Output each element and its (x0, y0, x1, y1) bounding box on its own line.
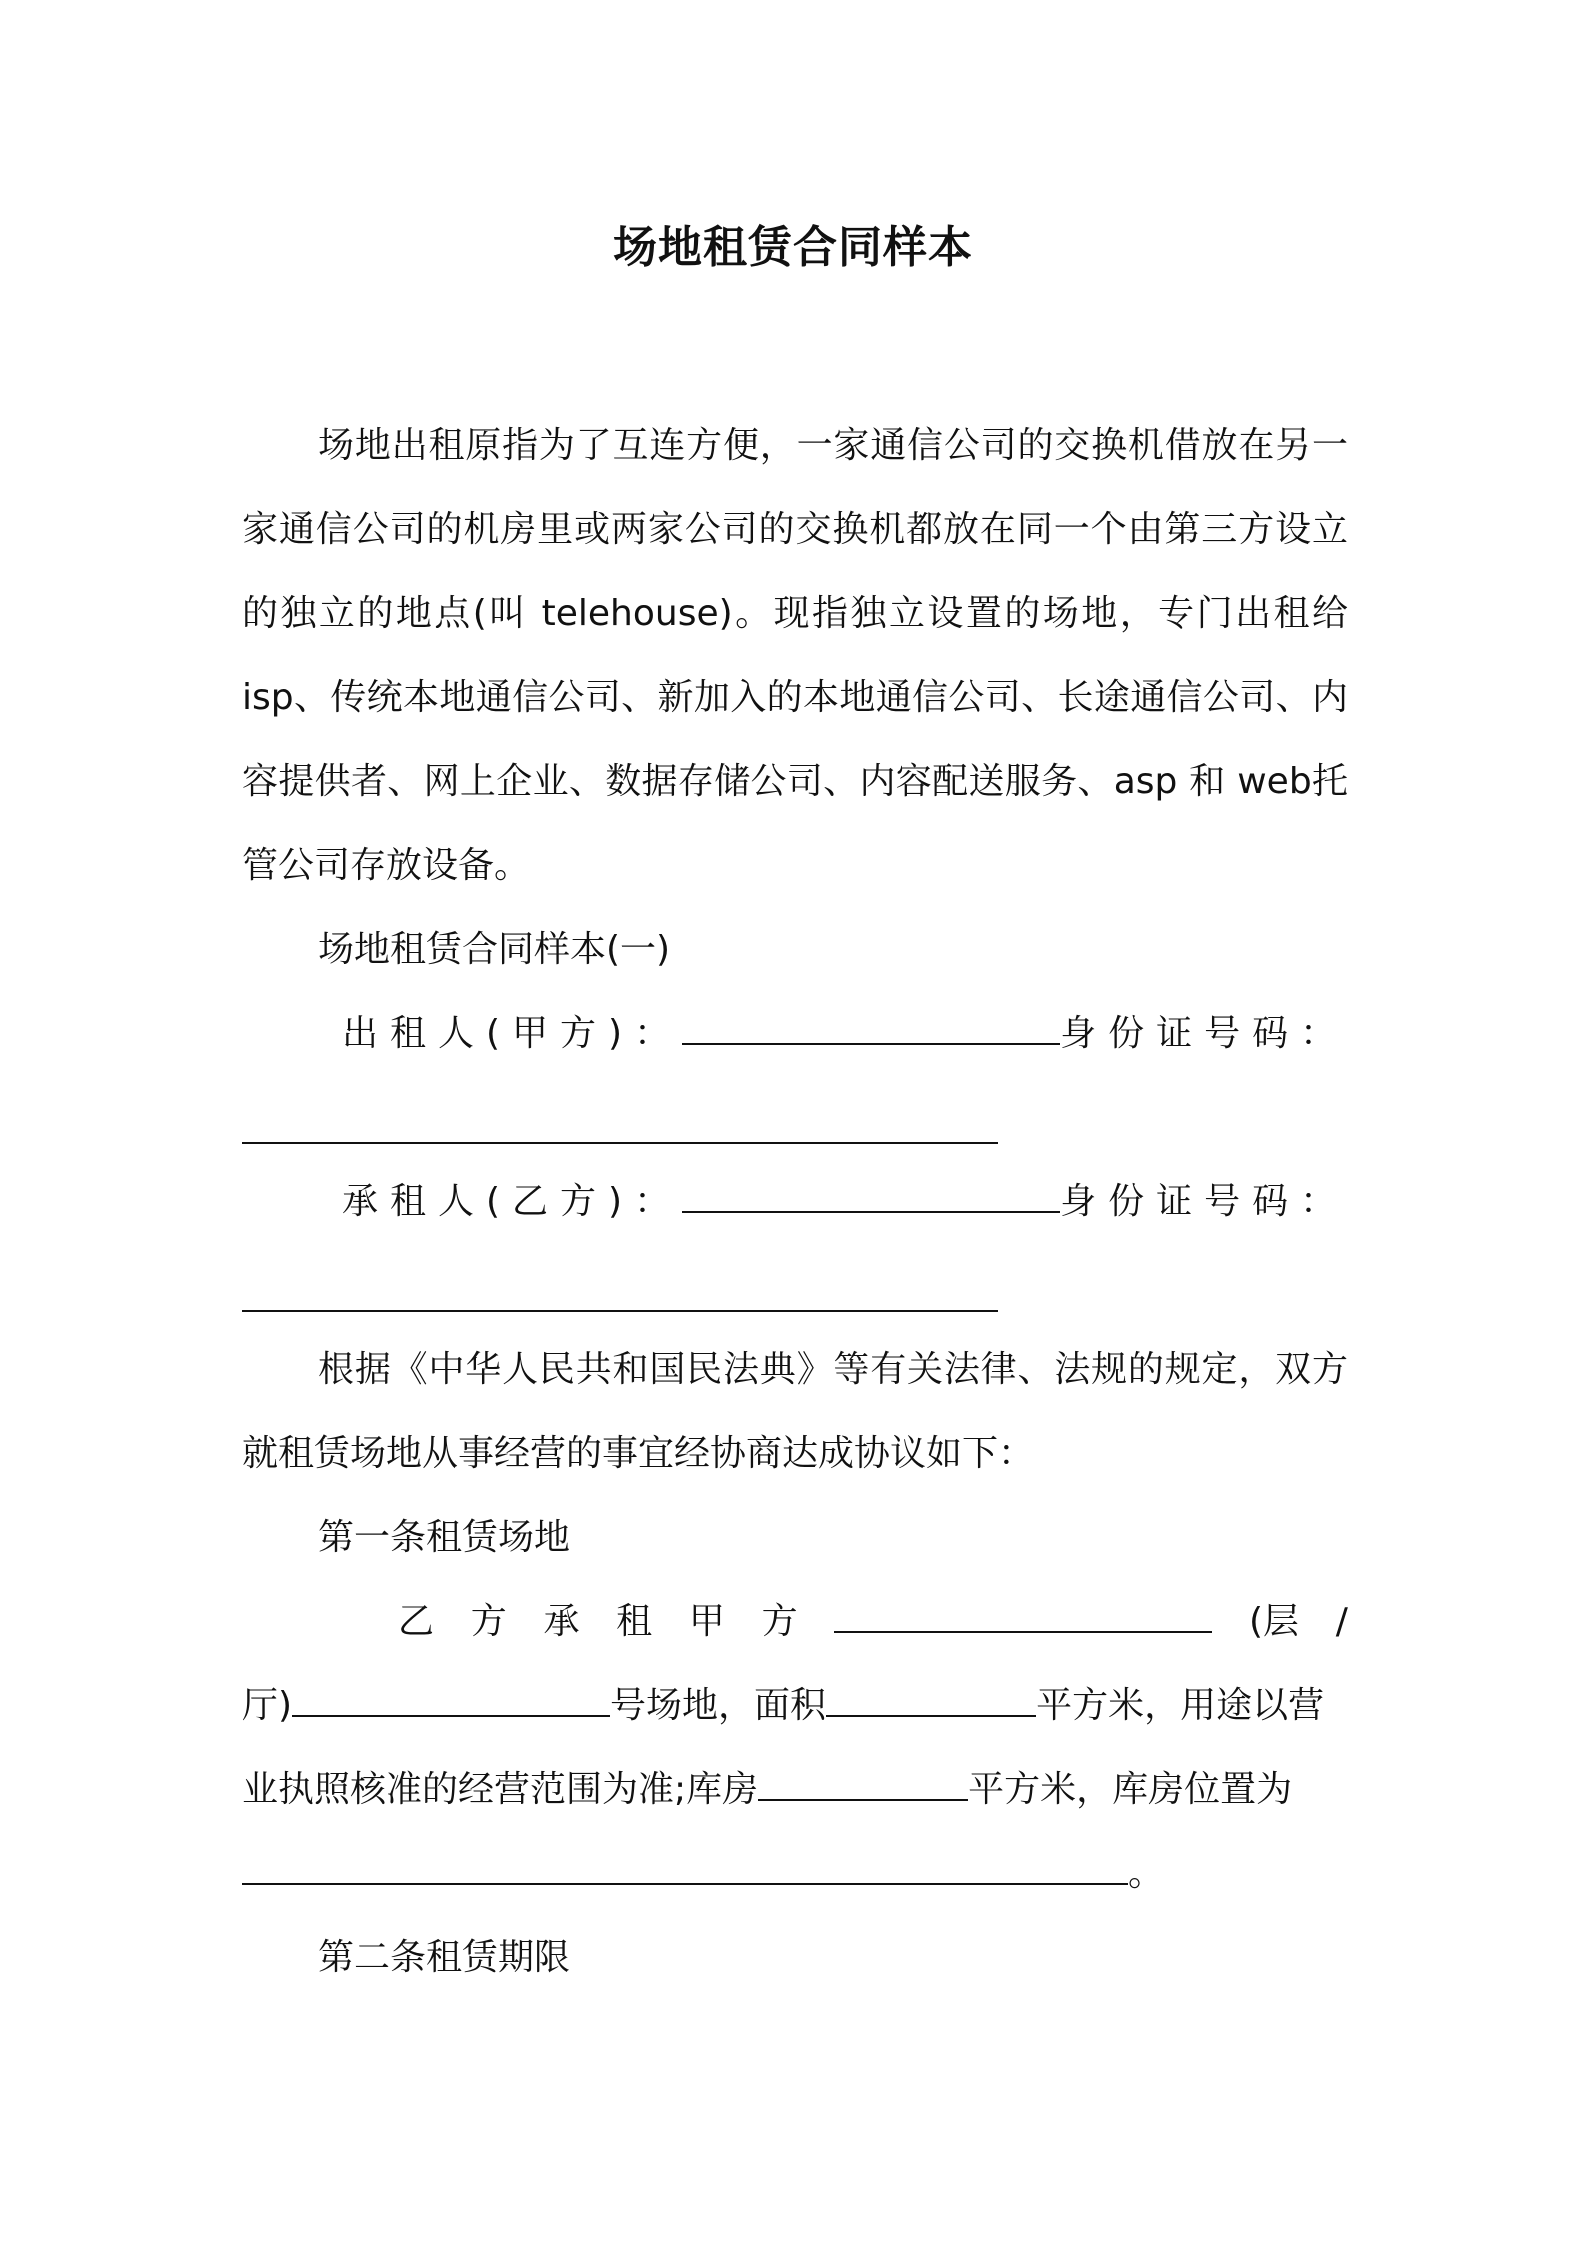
lessee-id-blank[interactable] (242, 1280, 998, 1312)
article1-word: 承 (543, 1601, 580, 1642)
slash-text: / (1335, 1601, 1348, 1642)
floor-open-text: (层 (1249, 1601, 1300, 1642)
scope-text: 业执照核准的经营范围为准;库房 (242, 1769, 759, 1810)
usage-text: 平方米，用途以营 (1036, 1685, 1325, 1726)
article1-line2 (242, 1664, 1348, 1748)
article1-word: 方 (470, 1601, 507, 1642)
lessor-id-label: 身份证号码： (1060, 1013, 1349, 1054)
lessor-id-line (242, 1076, 1348, 1160)
warehouse-location-blank[interactable] (242, 1853, 1128, 1885)
article1-line4 (242, 1832, 1348, 1916)
warehouse-area-blank[interactable] (758, 1769, 968, 1801)
site-number-blank[interactable] (292, 1685, 610, 1717)
article1-word: 方 (761, 1601, 798, 1642)
lessee-name-blank[interactable] (682, 1181, 1060, 1213)
area-blank[interactable] (826, 1685, 1036, 1717)
lessee-label: 承租人(乙方)： (342, 1181, 683, 1222)
article2-heading: 第二条租赁期限 (318, 1937, 571, 1978)
document-body (242, 404, 1348, 2000)
site-area-text: 号场地，面积 (610, 1685, 827, 1726)
lessor-line (242, 992, 1348, 1076)
basis-paragraph: 根据《中华人民共和国民法典》等有关法律、法规的规定，双方就租赁场地从事经营的事宜经协商达成协议如下： (242, 1349, 1348, 1474)
document-title: 场地租赁合同样本 (613, 222, 973, 273)
intro-paragraph: 场地出租原指为了互连方便，一家通信公司的交换机借放在另一家通信公司的机房里或两家公司的交换机都放在同一个由第三方设立的独立的地点(叫 telehouse)。现指独立设置的场地，专门出租给isp、传统本地通信公司、新加入的本地通信公司、长途通信公司、内容提供者、网上企业、数据存储公司、内容配送服务、asp 和 web托管公司存放设备。 (242, 425, 1348, 886)
sample-heading: 场地租赁合同样本(一) (318, 929, 671, 970)
article1-word: 甲 (688, 1601, 725, 1642)
lessee-id-line (242, 1244, 1348, 1328)
period-text: 。 (1128, 1853, 1165, 1894)
lessor-id-blank[interactable] (242, 1112, 998, 1144)
floor-blank[interactable] (834, 1601, 1212, 1633)
article1-heading: 第一条租赁场地 (318, 1517, 571, 1558)
article1-word: 租 (616, 1601, 653, 1642)
lessor-label: 出租人(甲方)： (342, 1013, 683, 1054)
lessor-name-blank[interactable] (682, 1013, 1060, 1045)
article1-line3 (242, 1748, 1348, 1832)
hall-text: 厅) (242, 1685, 293, 1726)
article1-word: 乙 (398, 1601, 435, 1642)
article1-line1 (242, 1580, 1348, 1664)
lessee-id-label: 身份证号码： (1060, 1181, 1349, 1222)
warehouse-pos-text: 平方米，库房位置为 (968, 1769, 1293, 1810)
lessee-line (242, 1160, 1348, 1244)
